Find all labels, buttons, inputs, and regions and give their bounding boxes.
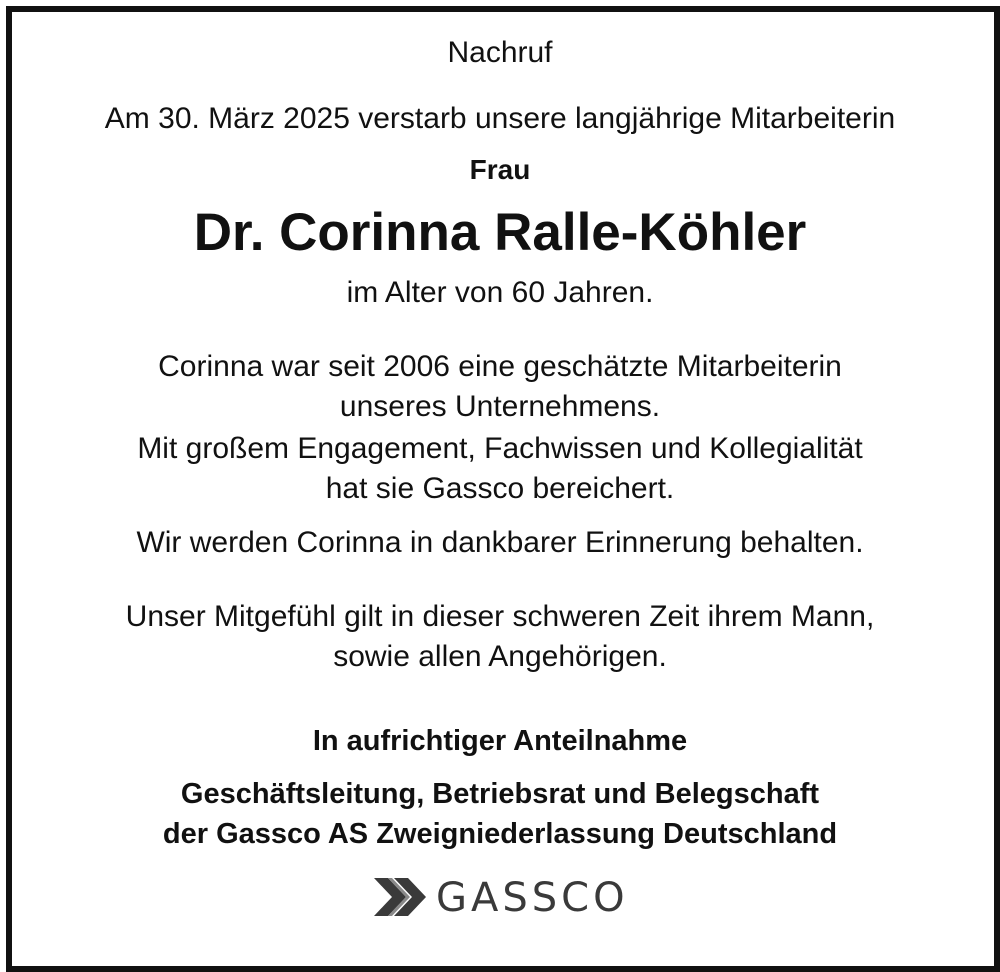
paragraph1-line: unseres Unternehmens.	[339, 390, 661, 423]
paragraph3-line: sowie allen Angehörigen.	[333, 640, 667, 673]
paragraph1-line: Mit großem Engagement, Fachwissen und Kollegialität	[137, 432, 863, 465]
gassco-logo	[372, 874, 632, 920]
age-line: im Alter von 60 Jahren.	[346, 276, 654, 309]
paragraph2: Wir werden Corinna in dankbarer Erinnerung behalten.	[136, 526, 864, 559]
signature-line: der Gassco AS Zweigniederlassung Deutschland	[162, 818, 838, 850]
paragraph3-line: Unser Mitgefühl gilt in dieser schweren Zeit ihrem Mann,	[125, 600, 875, 633]
closing-line: In aufrichtiger Anteilnahme	[312, 725, 688, 757]
signature-line: Geschäftsleitung, Betriebsrat und Belegschaft	[180, 778, 820, 810]
double-chevron-icon	[372, 876, 430, 918]
notice-heading: Nachruf	[447, 36, 553, 69]
salutation: Frau	[469, 154, 531, 185]
paragraph1-line: Corinna war seit 2006 eine geschätzte Mitarbeiterin	[158, 350, 842, 383]
intro-line: Am 30. März 2025 verstarb unsere langjährige Mitarbeiterin	[104, 102, 896, 135]
logo-wordmark: GASSCO	[436, 875, 629, 921]
paragraph1-line: hat sie Gassco bereichert.	[325, 472, 675, 505]
deceased-name: Dr. Corinna Ralle-Köhler	[193, 203, 807, 262]
